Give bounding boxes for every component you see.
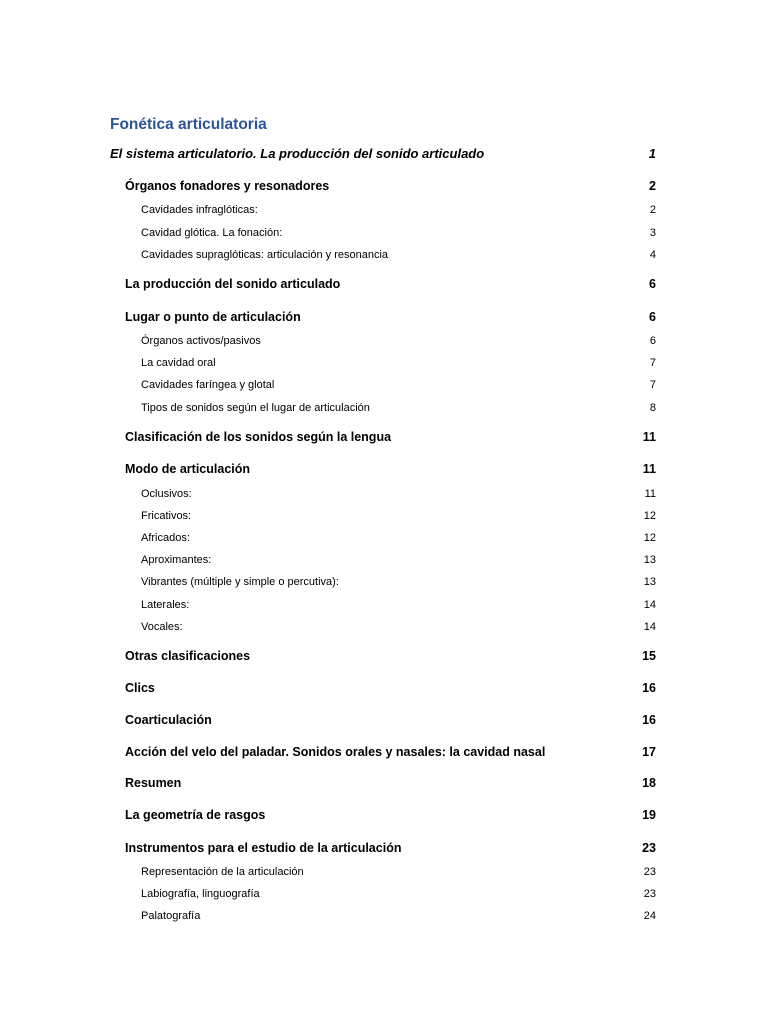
toc-entry-page-number: 16 [642, 681, 656, 695]
toc-entry-page-number: 11 [642, 462, 656, 476]
toc-entry-title: Cavidades faríngea y glotal [141, 379, 275, 391]
toc-entry[interactable] [125, 745, 656, 759]
toc-entry-page-number: 15 [642, 649, 656, 663]
toc-entry-page-number: 8 [649, 402, 656, 414]
toc-entry-title: El sistema articulatorio. La producción del sonido articulado [110, 146, 485, 161]
toc-entry[interactable] [141, 554, 656, 566]
toc-entry-title: Cavidades infraglóticas: [141, 204, 258, 216]
toc-entry[interactable] [125, 649, 656, 663]
toc-entry-title: Aproximantes: [141, 554, 212, 566]
toc-entry[interactable] [141, 488, 656, 500]
toc-entry-page-number: 24 [643, 910, 656, 922]
toc-entry[interactable] [141, 866, 656, 878]
toc-entry-title: Otras clasificaciones [125, 649, 251, 663]
toc-entry-title: Acción del velo del paladar. Sonidos orales y nasales: la cavidad nasal [125, 745, 546, 759]
toc-entry[interactable] [125, 179, 656, 193]
toc-entry[interactable] [141, 227, 656, 239]
toc-entry-title: Vibrantes (múltiple y simple o percutiva): [141, 576, 339, 588]
toc-entry[interactable] [141, 621, 656, 633]
toc-entry-page-number: 6 [649, 335, 656, 347]
toc-entry[interactable] [141, 599, 656, 611]
toc-entry-title: La cavidad oral [141, 357, 216, 369]
toc-entry-page-number: 3 [649, 227, 656, 239]
toc-entry-title: Coarticulación [125, 713, 212, 727]
toc-entry-page-number: 19 [642, 808, 656, 822]
toc-entry-title: La producción del sonido articulado [125, 277, 341, 291]
toc-entry[interactable] [141, 335, 656, 347]
toc-entry-title: Laterales: [141, 599, 190, 611]
toc-entry-title: Tipos de sonidos según el lugar de articulación [141, 402, 370, 414]
toc-entry[interactable] [125, 681, 656, 695]
toc-entry-title: Órganos fonadores y resonadores [125, 179, 330, 193]
toc-entry[interactable] [141, 357, 656, 369]
toc-entry-page-number: 18 [642, 776, 656, 790]
toc-entry-page-number: 14 [643, 599, 656, 611]
toc-entry-title: Palatografía [141, 910, 201, 922]
toc-entry-title: Instrumentos para el estudio de la articulación [125, 841, 402, 855]
toc-entry[interactable] [141, 532, 656, 544]
toc-entry-title: Representación de la articulación [141, 866, 304, 878]
toc-entry[interactable] [125, 277, 656, 291]
toc-entry-title: Clasificación de los sonidos según la lengua [125, 430, 392, 444]
toc-entry-title: Africados: [141, 532, 190, 544]
toc-entry-page-number: 14 [643, 621, 656, 633]
toc-entry[interactable] [110, 146, 656, 161]
toc-entry-page-number: 12 [643, 532, 656, 544]
toc-entry-title: Cavidad glótica. La fonación: [141, 227, 283, 239]
toc-entry[interactable] [125, 310, 656, 324]
toc-entry-title: Modo de articulación [125, 462, 251, 476]
toc-entry-page-number: 4 [649, 249, 656, 261]
toc-entry-page-number: 13 [643, 576, 656, 588]
toc-entry-title: La geometría de rasgos [125, 808, 266, 822]
toc-entry-title: Clics [125, 681, 155, 695]
toc-entry-page-number: 23 [643, 888, 656, 900]
toc-entry[interactable] [125, 841, 656, 855]
toc-entry[interactable] [141, 402, 656, 414]
toc-entry[interactable] [141, 204, 656, 216]
toc-entry-title: Órganos activos/pasivos [141, 335, 261, 347]
toc-entry-title: Fricativos: [141, 510, 192, 522]
toc-entry[interactable] [141, 379, 656, 391]
toc-entry[interactable] [125, 430, 656, 444]
toc-entry-title: Oclusivos: [141, 488, 192, 500]
toc-entry-page-number: 6 [649, 277, 656, 291]
toc-entry-title: Labiografía, linguografía [141, 888, 260, 900]
toc-entry[interactable] [125, 808, 656, 822]
toc-entry[interactable] [125, 776, 656, 790]
toc-entry-title: Cavidades supraglóticas: articulación y resonancia [141, 249, 389, 261]
toc-entry-page-number: 12 [643, 510, 656, 522]
toc-entry-page-number: 23 [643, 866, 656, 878]
toc-entry-title: Lugar o punto de articulación [125, 310, 301, 324]
toc-entry-page-number: 1 [648, 146, 656, 161]
toc-entry-page-number: 16 [642, 713, 656, 727]
toc-entry-page-number: 2 [649, 179, 656, 193]
toc-entry-page-number: 17 [642, 745, 656, 759]
toc-entry-page-number: 7 [649, 357, 656, 369]
toc-entry[interactable] [141, 576, 656, 588]
toc-entry-page-number: 6 [649, 310, 656, 324]
toc-entry-title: Vocales: [141, 621, 183, 633]
toc-entry-page-number: 11 [644, 488, 656, 500]
toc-entry[interactable] [141, 910, 656, 922]
toc-entry-page-number: 11 [642, 430, 656, 444]
toc-entry[interactable] [141, 510, 656, 522]
toc-entry[interactable] [141, 888, 656, 900]
toc-heading: Fonética articulatoria [110, 116, 267, 133]
toc-entry-title: Resumen [125, 776, 182, 790]
toc-entry-page-number: 23 [642, 841, 656, 855]
toc-entry[interactable] [141, 249, 656, 261]
toc-entry-page-number: 2 [649, 204, 656, 216]
toc-entry[interactable] [125, 462, 656, 476]
toc-entry[interactable] [125, 713, 656, 727]
toc-entry-page-number: 7 [649, 379, 656, 391]
toc-entry-page-number: 13 [643, 554, 656, 566]
